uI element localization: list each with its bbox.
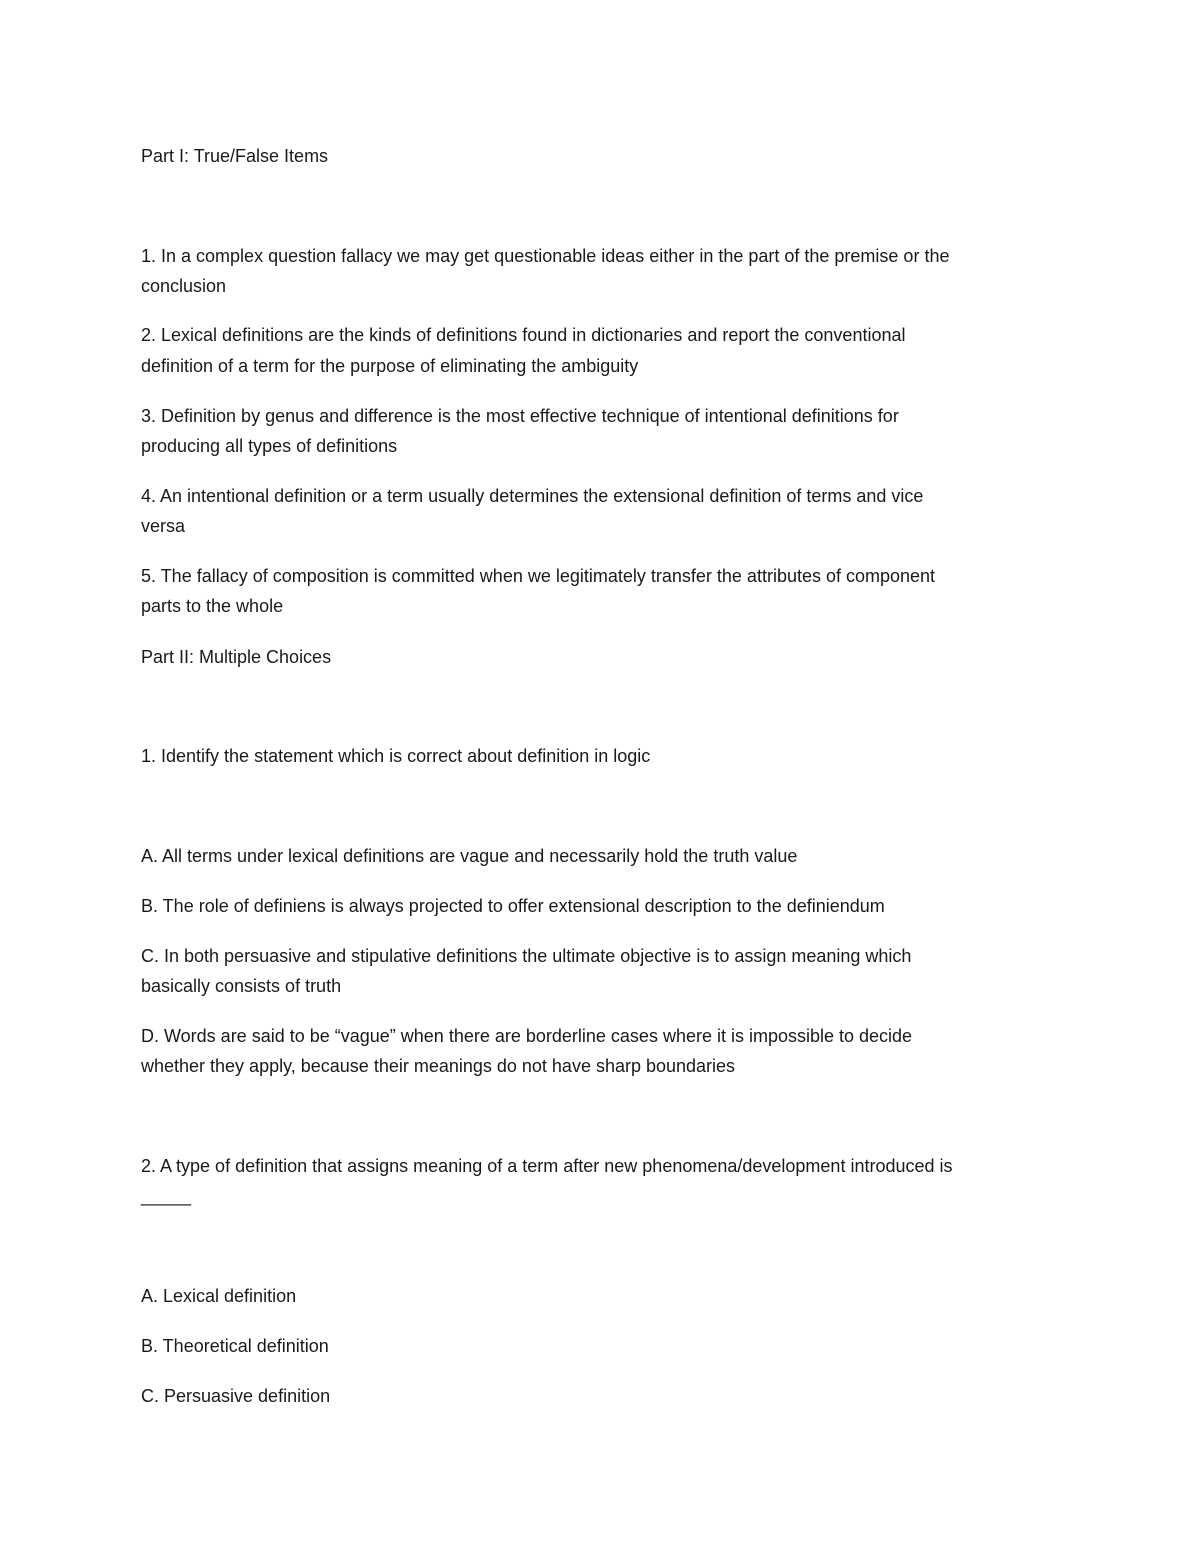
mc-question-2-stem-line-1: 2. A type of definition that assigns meaning of a term after new phenomena/development introduced is xyxy=(141,1156,953,1176)
mc-q2-option-b: B. Theoretical definition xyxy=(141,1336,329,1356)
part2-heading: Part II: Multiple Choices xyxy=(141,647,332,667)
tf-item-3-line-2: producing all types of definitions xyxy=(141,436,398,456)
tf-item-1-line-2: conclusion xyxy=(141,276,227,296)
mc-q1-option-a: A. All terms under lexical definitions are vague and necessarily hold the truth value xyxy=(141,846,798,866)
tf-item-2-line-1: 2. Lexical definitions are the kinds of definitions found in dictionaries and report the conventional xyxy=(141,325,906,345)
tf-item-1-line-1: 1. In a complex question fallacy we may get questionable ideas either in the part of the premise or the xyxy=(141,246,950,266)
mc-q2-option-c: C. Persuasive definition xyxy=(141,1386,331,1406)
tf-item-4-line-2: versa xyxy=(141,516,186,536)
mc-q1-option-c-line-2: basically consists of truth xyxy=(141,976,342,996)
mc-question-1-stem: 1. Identify the statement which is correct about definition in logic xyxy=(141,746,651,766)
tf-item-4-line-1: 4. An intentional definition or a term usually determines the extensional definition of terms and vice xyxy=(141,486,924,506)
tf-item-2-line-2: definition of a term for the purpose of eliminating the ambiguity xyxy=(141,356,639,376)
mc-q2-option-a: A. Lexical definition xyxy=(141,1286,297,1306)
mc-q1-option-c-line-1: C. In both persuasive and stipulative definitions the ultimate objective is to assign meaning which xyxy=(141,946,912,966)
mc-question-2-stem-line-2: _____ xyxy=(141,1186,192,1206)
mc-q1-option-d-line-1: D. Words are said to be “vague” when there are borderline cases where it is impossible to decide xyxy=(141,1026,913,1046)
tf-item-3-line-1: 3. Definition by genus and difference is the most effective technique of intentional definitions for xyxy=(141,406,899,426)
mc-q1-option-d-line-2: whether they apply, because their meanings do not have sharp boundaries xyxy=(141,1056,736,1076)
mc-q1-option-b: B. The role of definiens is always projected to offer extensional description to the definiendum xyxy=(141,896,885,916)
tf-item-5-line-1: 5. The fallacy of composition is committed when we legitimately transfer the attributes of component xyxy=(141,566,936,586)
tf-item-5-line-2: parts to the whole xyxy=(141,596,284,616)
part1-heading: Part I: True/False Items xyxy=(141,146,329,166)
